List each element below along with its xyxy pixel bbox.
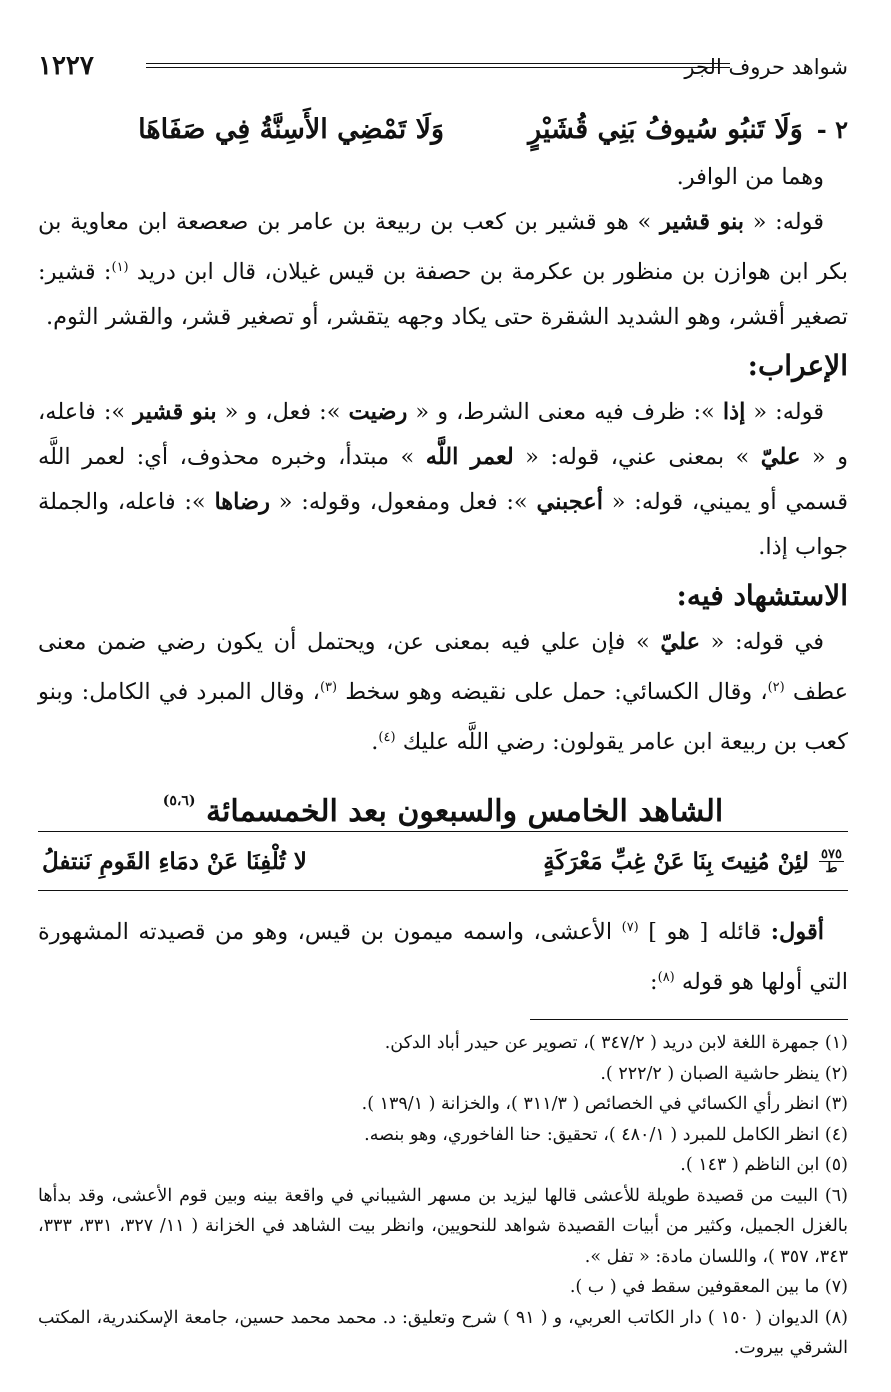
footnote: (٣) انظر رأي الكسائي في الخصائص ( ٣١١/٣ )، والخزانة ( ١٣٩/١ ).	[361, 1094, 848, 1114]
text: »: فعل ومفعول، وقوله: «	[278, 489, 528, 515]
keyword: عليّ	[660, 629, 701, 655]
page-number: ١٢٢٧	[38, 51, 94, 81]
verse-first-half	[543, 848, 844, 875]
keyword: بنو قشير	[659, 209, 745, 235]
text: قوله: «	[752, 209, 825, 235]
page-header	[38, 46, 848, 86]
text: : قشير: تصغير أقشر، وهو الشديد الشقرة حتى يكاد وجهه يتقشر، أو تصغير قشر، والقشر الثوم.	[38, 259, 848, 330]
footnotes	[38, 1028, 848, 1364]
commentary-paragraph	[38, 200, 848, 340]
footnote-ref: (٢)	[767, 680, 785, 695]
text: »: فعل، و «	[224, 399, 341, 425]
irab-heading: الإعراب:	[747, 349, 848, 382]
section-title-text: الشاهد الخامس والسبعون بعد الخمسمائة	[206, 794, 724, 829]
verse-line-2	[38, 114, 848, 145]
verse-mark: ط	[825, 860, 838, 876]
keyword: رضاها	[214, 489, 270, 515]
text: »: ظرف فيه معنى الشرط، و «	[415, 399, 715, 425]
footnote: (٦) البيت من قصيدة طويلة للأعشى قالها ليزيد بن مسهر الشيباني في واقعة بينه وبين قوم الأعشى، وقد بدأها بالغزل الجميل، وكثير من أبيات القصيدة شواهد للنحويين، وانظر بيت الشاهد في الخزانة ( ١١/ ٣٢٧، ٣٣١، ٣٣٣، ٣٤٣، ٣٥٧ )، واللسان مادة: « تفل ».	[38, 1185, 849, 1267]
verse-line-575	[38, 831, 848, 891]
text: في قوله: «	[710, 629, 825, 655]
meter-note: وهما من الوافر.	[676, 164, 824, 190]
chapter-title: شواهد حروف الجر	[684, 55, 848, 79]
text: »: فاعله، والجملة جواب إذا.	[38, 489, 848, 560]
footnote: (١) جمهرة اللغة لابن دريد ( ٣٤٧/٢ )، تصوير عن حيدر أباد الدكن.	[384, 1033, 848, 1053]
verse-number-value: ٥٧٥	[821, 846, 842, 862]
istishhad-heading: الاستشهاد فيه:	[676, 579, 848, 612]
footnote-ref: (٤)	[378, 730, 396, 745]
footnote: (٤) انظر الكامل للمبرد ( ٤٨٠/١ )، تحقيق: حنا الفاخوري، وهو بنصه.	[364, 1124, 848, 1145]
verse-hemistich-2: وَلَا تَمْضِي الأَسِنَّةُ فِي صَفَاهَا	[138, 114, 445, 145]
footnote-ref: (١)	[111, 260, 129, 275]
footnote-ref: (٧)	[621, 920, 639, 935]
header-rule	[146, 63, 730, 68]
text: الأعشى، واسمه ميمون بن قيس، وهو من قصيدته المشهورة التي أولها هو قوله	[38, 919, 848, 995]
irab-paragraph	[38, 390, 848, 570]
verse-number: ٢ -	[816, 115, 848, 144]
footnote-separator	[530, 1019, 848, 1020]
aqool-paragraph	[38, 905, 848, 1005]
keyword: عليّ	[760, 444, 801, 470]
text: ، وقال المبرد في الكامل: وبنو كعب بن ربيعة ابن عامر يقولون: رضي اللَّه عليك	[38, 679, 848, 755]
text: » مبتدأ، وخبره محذوف، أي: لعمر اللَّه قسمي أو يميني، قوله: «	[38, 444, 849, 515]
text: قوله: «	[753, 399, 825, 425]
verse-number	[819, 848, 844, 875]
text: :	[650, 969, 658, 995]
keyword: أعجبني	[536, 489, 603, 515]
section-title	[38, 775, 848, 827]
verse-hemistich-2: لا تُلْفِنَا عَنْ دمَاءِ القَومِ نَنتفلُ	[42, 847, 307, 875]
footnote-ref: (٥،٦)	[162, 793, 196, 809]
text: ، وقال الكسائي: حمل على نقيضه وهو سخط	[345, 679, 768, 705]
footnote: (٥) ابن الناظم ( ١٤٣ ).	[680, 1155, 848, 1175]
text: قائله [ هو ]	[648, 919, 771, 945]
book-page	[38, 46, 848, 1364]
keyword: أقول:	[770, 919, 825, 945]
footnote-ref: (٣)	[319, 680, 338, 695]
text: » فإن علي فيه بمعنى عن، ويحتمل أن يكون رضي ضمن معنى عطف	[38, 629, 849, 705]
footnote: (٢) ينظر حاشية الصبان ( ٢٢٢/٢ ).	[600, 1063, 848, 1084]
keyword: بنو قشير	[133, 399, 217, 425]
text: » بمعنى عني، قوله: «	[525, 444, 750, 470]
text: » هو قشير بن كعب بن ربيعة بن عامر بن صعصعة ابن معاوية بن بكر ابن هوازن بن منظور بن عكرمة بن حصفة بن قيس غيلان، قال ابن دريد	[38, 209, 848, 285]
text: .	[371, 729, 379, 755]
footnote: (٧) ما بين المعقوفين سقط في ( ب ).	[569, 1277, 848, 1297]
keyword: إذا	[722, 399, 746, 425]
verse-hemistich-1: وَلَا تَنبُو سُيوفُ بَنِي قُشَيْرٍ	[528, 114, 803, 145]
keyword: لعمر اللَّه	[425, 444, 514, 470]
footnote-ref: (٨)	[657, 970, 675, 985]
text: »: فاعله، و «	[38, 399, 849, 470]
footnote: (٨) الديوان ( ١٥٠ ) دار الكاتب العربي، و ( ٩١ ) شرح وتعليق: د. محمد محمد حسين، جامعة الإسكندرية، المكتب الشرقي بيروت.	[38, 1307, 848, 1358]
keyword: رضيت	[348, 399, 408, 425]
verse-hemistich-1: لئِنْ مُنِيتَ بِنَا عَنْ غِبِّ مَعْرَكَةٍ	[543, 847, 810, 875]
istishhad-paragraph	[38, 620, 848, 765]
